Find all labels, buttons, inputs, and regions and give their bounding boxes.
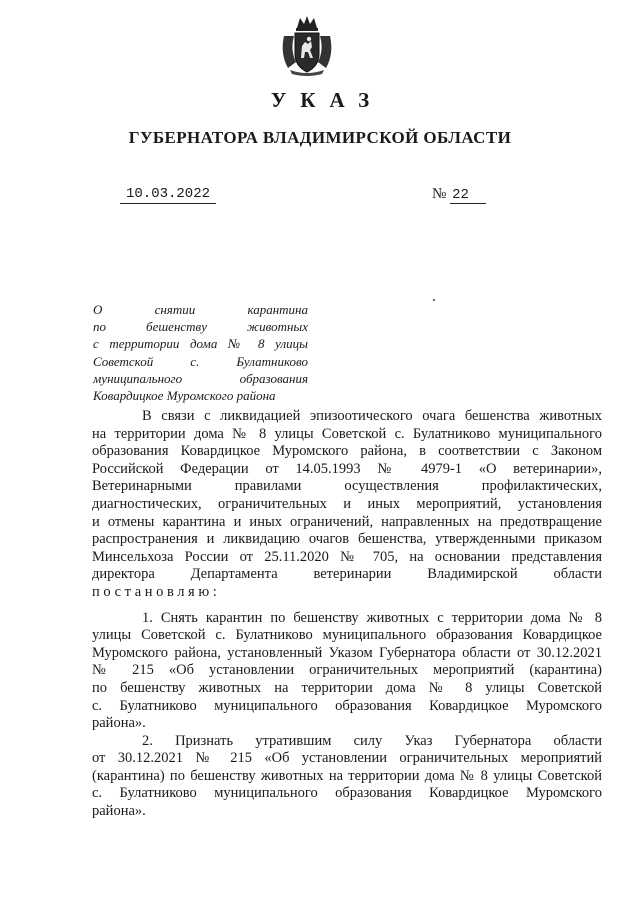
number-prefix: №	[432, 186, 447, 202]
preamble-line: на территории дома № 8 улицы Советской с. Булатниково муниципального	[92, 425, 602, 442]
item-1-line: Муромского района, установленный Указом Губернатора области от 30.12.2021	[92, 644, 602, 661]
preamble-line: распространения и ликвидацию очагов бешенства, утвержденными приказом	[92, 531, 602, 548]
item-1-line: улицы Советской с. Булатниково муниципального образования Ковардицкое	[92, 627, 602, 644]
subject-line: О снятии карантина	[93, 302, 308, 317]
item-2-line: 2. Признать утратившим силу Указ Губернатора области	[142, 732, 602, 749]
issuer-title: ГУБЕРНАТОРА ВЛАДИМИРСКОЙ ОБЛАСТИ	[128, 128, 512, 147]
subject-line: муниципального образования	[93, 370, 308, 386]
preamble-line: Российской Федерации от 14.05.1993 № 4979-1 «О ветеринарии»,	[92, 460, 602, 477]
decree-date: 10.03.2022	[120, 186, 216, 204]
item-1-line: № 215 «Об установлении ограничительных мероприятий (карантина)	[92, 662, 602, 679]
decree-number: 22	[450, 187, 486, 204]
preamble-line: образования Ковардицкое Муромского района, в соответствии с Законом	[92, 443, 602, 460]
subject-line: по бешенству животных	[93, 319, 308, 335]
item-1-line: по бешенству животных на территории дома № 8 улицы Советской	[92, 679, 602, 696]
subject-line: Советской с. Булатниково	[93, 353, 308, 369]
subject-line: Ковардицкое Муромского района	[93, 388, 276, 404]
coat-of-arms-icon	[278, 14, 336, 76]
item-2-line: с. Булатниково муниципального образования Ковардицкое Муромского	[92, 785, 602, 802]
subject-line: с территории дома № 8 улицы	[93, 336, 308, 352]
document-type-title: УКАЗ	[270, 88, 384, 112]
subject-block	[93, 301, 308, 404]
preamble-line: директора Департамента ветеринарии Владимирской области	[92, 566, 602, 583]
preamble-line: диагностических, ограничительных и иных мероприятий, установления	[92, 495, 602, 512]
item-1-line: с. Булатниково муниципального образования Ковардицкое Муромского	[92, 697, 602, 714]
preamble-line: Ветеринарными правилами осуществления профилактических,	[92, 478, 602, 495]
preamble-line: и отмены карантина и иных ограничений, направленных на предотвращение	[92, 513, 602, 530]
preamble-line: Минсельхоза России от 25.11.2020 № 705, на основании представления	[92, 548, 602, 565]
decree-number-block	[432, 186, 486, 204]
scan-speck	[433, 299, 435, 301]
item-1-line: района».	[92, 715, 146, 732]
preamble-line: В связи с ликвидацией эпизоотического очага бешенства животных	[142, 408, 602, 424]
item-2-line: от 30.12.2021 № 215 «Об установлении ограничительных мероприятий	[92, 750, 602, 767]
item-2-line: района».	[92, 803, 146, 820]
item-2-line: (карантина) по бешенству животных на территории дома № 8 улицы Советской	[92, 767, 602, 784]
resolve-word: постановляю:	[92, 583, 221, 600]
item-1-line: 1. Снять карантин по бешенству животных с территории дома № 8	[142, 609, 602, 626]
decree-body	[92, 408, 602, 821]
